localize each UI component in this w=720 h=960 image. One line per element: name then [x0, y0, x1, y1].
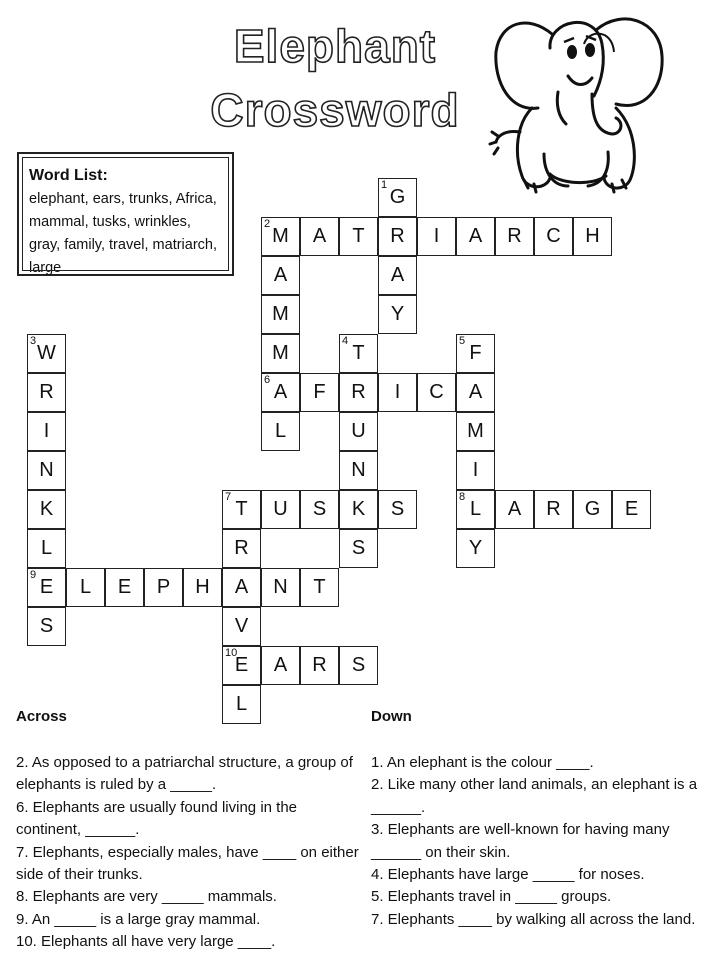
grid-cell [144, 568, 183, 607]
across-clue: 10. Elephants all have very large ____. [16, 933, 276, 951]
cell-letter: R [351, 381, 366, 403]
cell-letter: R [390, 225, 405, 247]
cell-letter: I [433, 225, 440, 247]
grid-cell [183, 568, 222, 607]
grid-cell [339, 451, 378, 490]
grid-cell [261, 295, 300, 334]
grid-cell [378, 490, 417, 529]
cell-letter: C [429, 381, 444, 403]
cell-letter: P [156, 576, 171, 598]
grid-cell [261, 490, 300, 529]
grid-cell [66, 568, 105, 607]
cell-letter: R [546, 498, 561, 520]
down-clue: 7. Elephants ____ by walking all across the land. [371, 910, 696, 928]
cell-letter: W [37, 342, 56, 364]
grid-cell [27, 451, 66, 490]
grid-cell [378, 217, 417, 256]
grid-cell [339, 646, 378, 685]
grid-cell [222, 490, 261, 529]
cell-letter: M [272, 303, 289, 325]
grid-cell [378, 373, 417, 412]
cell-letter: U [351, 420, 366, 442]
title-line-1: Elephant [233, 20, 437, 72]
cell-letter: I [472, 459, 479, 481]
grid-cell [378, 256, 417, 295]
grid-cell [261, 373, 300, 412]
grid-cell [339, 412, 378, 451]
grid-cell [222, 646, 261, 685]
grid-cell [300, 568, 339, 607]
down-clue: 1. An elephant is the colour ____. [371, 754, 594, 771]
grid-cell [339, 490, 378, 529]
cell-letter: Y [390, 303, 405, 325]
clue-number: 5 [459, 335, 466, 347]
cell-letter: N [39, 459, 54, 481]
across-clue: 9. An _____ is a large gray mammal. [16, 910, 261, 928]
cell-letter: S [351, 537, 366, 559]
grid-cell [300, 373, 339, 412]
cell-letter: L [469, 498, 482, 520]
down-clue: 2. Like many other land animals, an elephant is a ______. [371, 776, 698, 816]
grid-cell [222, 568, 261, 607]
grid-cell [261, 334, 300, 373]
cell-letter: A [273, 264, 288, 286]
grid-cell [495, 490, 534, 529]
grid-cell [300, 217, 339, 256]
grid-cell [27, 373, 66, 412]
grid-cell [456, 451, 495, 490]
grid-cell [495, 217, 534, 256]
clue-number: 6 [264, 374, 271, 386]
grid-cell [261, 412, 300, 451]
clue-number: 2 [264, 218, 271, 230]
grid-cell [27, 490, 66, 529]
cell-letter: M [467, 420, 484, 442]
cell-letter: Y [468, 537, 483, 559]
word-list-heading: Word List: [29, 167, 108, 184]
grid-cell [378, 295, 417, 334]
word-list-words: elephant, ears, trunks, Africa, mammal, tusks, wrinkles, gray, family, travel, matriarch, large [29, 191, 218, 276]
cell-letter: H [195, 576, 210, 598]
down-clue: 5. Elephants travel in _____ groups. [371, 888, 612, 906]
cell-letter: C [546, 225, 561, 247]
grid-cell [456, 412, 495, 451]
across-clue: 7. Elephants, especially males, have ____ on either side of their trunks. [16, 843, 359, 884]
grid-cell [417, 373, 456, 412]
grid-cell [261, 646, 300, 685]
cell-letter: A [468, 225, 483, 247]
grid-cell [261, 256, 300, 295]
cell-letter: M [272, 342, 289, 364]
cell-letter: T [352, 342, 365, 364]
cell-letter: M [272, 225, 289, 247]
cell-letter: L [40, 537, 53, 559]
cell-letter: E [39, 576, 54, 598]
cell-letter: T [313, 576, 326, 598]
cell-letter: A [468, 381, 483, 403]
clue-number: 8 [459, 491, 466, 503]
grid-cell [27, 568, 66, 607]
grid-cell [417, 217, 456, 256]
grid-cell [300, 490, 339, 529]
cell-letter: G [584, 498, 601, 520]
cell-letter: F [469, 342, 482, 364]
grid-cell [27, 607, 66, 646]
down-clues [371, 752, 716, 931]
grid-cell [300, 646, 339, 685]
grid-cell [456, 217, 495, 256]
cell-letter: L [274, 420, 287, 442]
cell-letter: R [312, 654, 327, 676]
cell-letter: K [351, 498, 366, 520]
clue-number: 10 [225, 647, 238, 659]
grid-cell [534, 490, 573, 529]
cell-letter: A [273, 381, 288, 403]
grid-cell [27, 334, 66, 373]
grid-cell [456, 373, 495, 412]
cell-letter: L [235, 693, 248, 715]
cell-letter: S [390, 498, 405, 520]
cell-letter: E [117, 576, 132, 598]
across-clue: 8. Elephants are very _____ mammals. [16, 888, 277, 906]
grid-cell [222, 685, 261, 724]
grid-cell [261, 568, 300, 607]
grid-cell [261, 217, 300, 256]
cell-letter: R [39, 381, 54, 403]
clue-number: 1 [381, 179, 388, 191]
grid-cell [573, 217, 612, 256]
grid-cell [339, 373, 378, 412]
title-line-2: Crossword [210, 84, 460, 136]
cell-letter: N [351, 459, 366, 481]
grid-cell [339, 529, 378, 568]
cell-letter: K [39, 498, 54, 520]
down-heading: Down [371, 708, 412, 725]
grid-cell [456, 334, 495, 373]
grid-cell [339, 217, 378, 256]
grid-cell [612, 490, 651, 529]
cell-letter: E [234, 654, 249, 676]
cell-letter: T [352, 225, 365, 247]
grid-cell [534, 217, 573, 256]
cell-letter: S [351, 654, 366, 676]
cell-letter: U [273, 498, 288, 520]
grid-cell [222, 529, 261, 568]
clue-number: 9 [30, 569, 37, 581]
cell-letter: I [394, 381, 401, 403]
grid-cell [456, 490, 495, 529]
cell-letter: A [390, 264, 405, 286]
cell-letter: A [312, 225, 327, 247]
cell-letter: A [234, 576, 249, 598]
cell-letter: R [507, 225, 522, 247]
cell-letter: T [235, 498, 248, 520]
cell-letter: L [79, 576, 92, 598]
grid-cell [339, 334, 378, 373]
down-clue: 3. Elephants are well-known for having many ______ on their skin. [371, 821, 670, 861]
cell-letter: S [312, 498, 327, 520]
grid-cell [573, 490, 612, 529]
clue-number: 7 [225, 491, 232, 503]
cell-letter: N [273, 576, 288, 598]
cell-letter: R [234, 537, 249, 559]
cell-letter: G [389, 186, 406, 208]
cell-letter: H [585, 225, 600, 247]
down-clue: 4. Elephants have large _____ for noses. [371, 866, 645, 884]
across-clue: 6. Elephants are usually found living in the continent, ______. [16, 798, 298, 839]
cell-letter: E [624, 498, 639, 520]
cell-letter: A [273, 654, 288, 676]
grid-cell [105, 568, 144, 607]
grid-cell [222, 607, 261, 646]
clue-number: 3 [30, 335, 37, 347]
cell-letter: V [234, 615, 249, 637]
across-clue: 2. As opposed to a patriarchal structure, a group of elephants is ruled by a _____. [16, 754, 353, 794]
grid-cell [27, 412, 66, 451]
grid-cell [456, 529, 495, 568]
cell-letter: A [507, 498, 522, 520]
clue-number: 4 [342, 335, 349, 347]
cell-letter: S [39, 615, 54, 637]
cell-letter: I [43, 420, 50, 442]
grid-cell [378, 178, 417, 217]
across-clues [16, 752, 361, 954]
grid-cell [27, 529, 66, 568]
cell-letter: F [313, 381, 326, 403]
across-heading: Across [16, 708, 67, 725]
